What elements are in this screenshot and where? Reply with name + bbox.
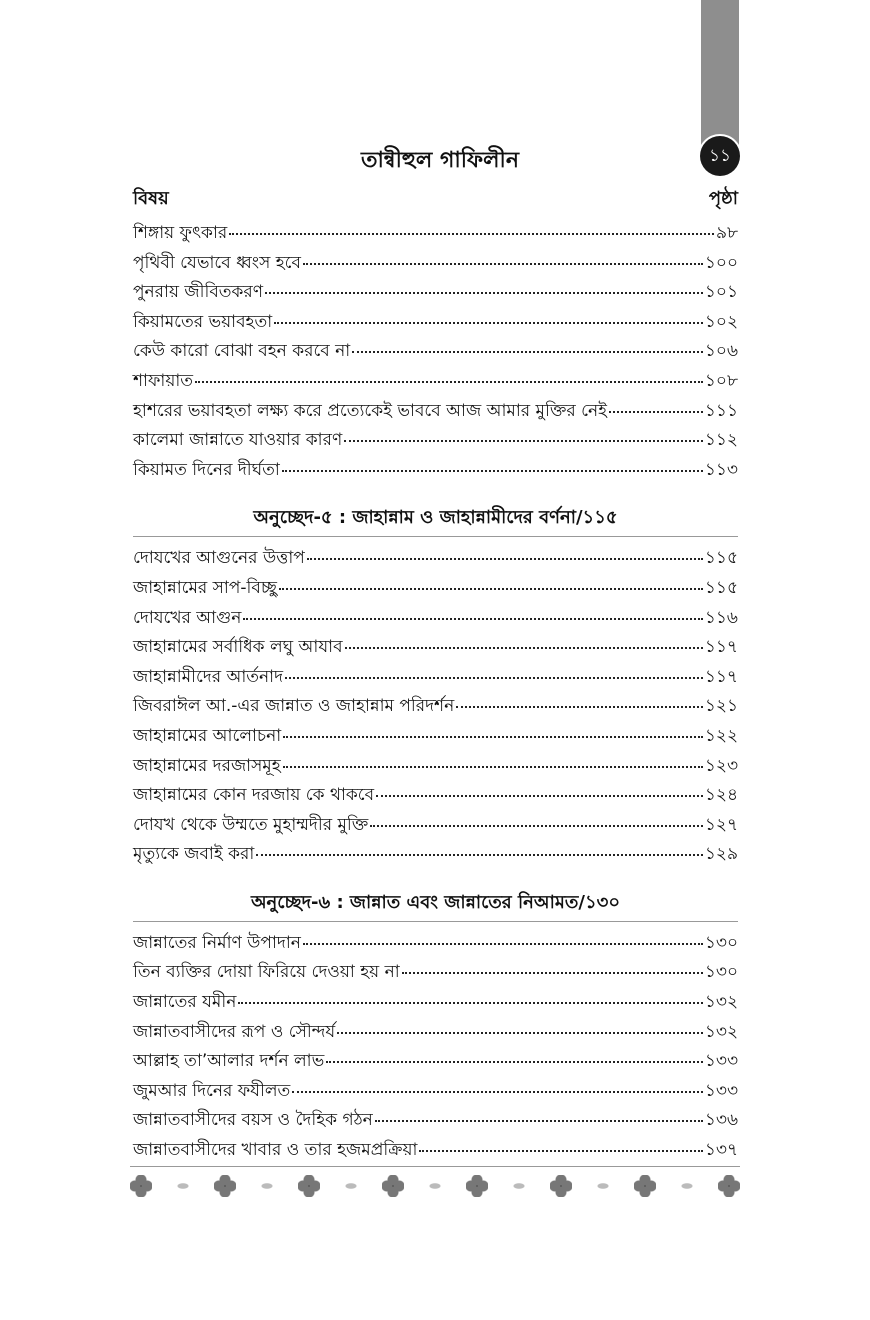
flower-icon (382, 1175, 404, 1197)
entry-page-number: ১১৫ (704, 577, 738, 598)
dot-leader (375, 1120, 703, 1122)
dot-leader (402, 972, 703, 974)
dot-leader (256, 854, 703, 856)
entry-page-number: ১০৬ (704, 341, 738, 362)
dot-leader (292, 1091, 703, 1093)
entry-title: জাহান্নামীদের আর্তনাদ (133, 666, 284, 687)
flower-icon (550, 1175, 572, 1197)
entry-page-number: ১১৩ (704, 459, 738, 480)
entry-title: জান্নাতের নির্মাণ উপাদান (133, 932, 301, 953)
toc-entry (133, 1048, 738, 1078)
dot-leader (282, 470, 703, 472)
entry-title: জাহান্নামের সর্বাধিক লঘু আযাব (133, 637, 343, 658)
sprig-icon (341, 1181, 361, 1191)
toc-section (133, 220, 738, 486)
flower-icon (718, 1175, 740, 1197)
sprig-icon (509, 1181, 529, 1191)
dot-leader (344, 440, 703, 442)
dot-leader (370, 825, 703, 827)
entry-page-number: ১০৮ (704, 370, 738, 391)
entry-page-number: ১১৭ (704, 637, 738, 658)
dot-leader (337, 1032, 703, 1034)
toc-entry (133, 723, 738, 753)
entry-title: শাফায়াত (133, 370, 194, 391)
entry-title: জান্নাতবাসীদের খাবার ও তার হজমপ্রক্রিয়া (133, 1140, 418, 1161)
entry-title: হাশরের ভয়াবহতা লক্ষ্য করে প্রত্যেকেই ভাববে আজ আমার মুক্তির নেই (133, 400, 607, 421)
entry-title: জান্নাতবাসীদের রূপ ও সৌন্দর্য (133, 1021, 336, 1042)
entry-title: জুমআর দিনের ফযীলত (133, 1080, 291, 1101)
flower-icon (466, 1175, 488, 1197)
toc-entry (133, 605, 738, 635)
entry-title: জাহান্নামের আলোচনা (133, 725, 282, 746)
entry-page-number: ১২৭ (704, 814, 738, 835)
toc-entry (133, 338, 738, 368)
dot-leader (274, 322, 703, 324)
dot-leader (419, 1150, 702, 1152)
entry-page-number: ১৩০ (704, 962, 738, 983)
dot-leader (195, 381, 703, 383)
dot-leader (326, 1061, 703, 1063)
toc-entry (133, 1019, 738, 1049)
flower-icon (634, 1175, 656, 1197)
entry-page-number: ১১৭ (704, 666, 738, 687)
entry-title: দোযখের আগুন (133, 607, 242, 628)
dot-leader (279, 588, 703, 590)
entry-title: কিয়ামতের ভয়াবহতা (133, 311, 273, 332)
dot-leader (376, 795, 703, 797)
dot-leader (609, 411, 703, 413)
entry-title: জাহান্নামের দরজাসমূহ (133, 755, 281, 776)
entry-page-number: ১৩৩ (704, 1080, 738, 1101)
entry-page-number: ১২৩ (704, 755, 738, 776)
entry-title: জাহান্নামের কোন দরজায় কে থাকবে (133, 785, 375, 806)
entry-page-number: ১৩২ (704, 992, 738, 1013)
page-number-badge: ১১ (700, 136, 740, 176)
entry-page-number: ১১৬ (704, 607, 738, 628)
dot-leader (229, 233, 714, 235)
entry-page-number: ১০১ (704, 282, 738, 303)
entry-title: শিঙ্গায় ফুৎকার (133, 223, 228, 243)
dot-leader (285, 677, 703, 679)
toc-entry (133, 250, 738, 280)
flower-icon (298, 1175, 320, 1197)
flower-icon (214, 1175, 236, 1197)
entry-page-number: ১৩৬ (704, 1110, 738, 1131)
sprig-icon (593, 1181, 613, 1191)
sprig-icon (425, 1181, 445, 1191)
table-of-contents (133, 220, 738, 1181)
sprig-icon (173, 1181, 193, 1191)
toc-entry (133, 1078, 738, 1108)
toc-entry (133, 279, 738, 309)
entry-title: জিবরাঈল আ.-এর জান্নাত ও জাহান্নাম পরিদর্শন (133, 696, 455, 717)
toc-entry (133, 398, 738, 428)
book-title: তান্বীহুল গাফিলীন (361, 147, 519, 173)
toc-section (133, 500, 738, 871)
toc-entry (133, 545, 738, 575)
entry-page-number: ১০২ (704, 311, 738, 332)
entry-title: কালেমা জান্নাতে যাওয়ার কারণ (133, 430, 343, 451)
dot-leader (243, 618, 703, 620)
entry-title: কেউ কারো বোঝা বহন করবে না (133, 341, 351, 362)
toc-entry (133, 1137, 738, 1167)
entry-title: মৃত্যুকে জবাই করা (133, 844, 255, 865)
toc-entry (133, 664, 738, 694)
entry-title: পৃথিবী যেভাবে ধ্বংস হবে (133, 252, 301, 273)
toc-entry (133, 841, 738, 871)
entry-page-number: ১৩৩ (704, 1051, 738, 1072)
dot-leader (283, 766, 703, 768)
entry-page-number: ৯৮ (715, 223, 738, 243)
entry-page-number: ১২৯ (704, 844, 738, 865)
dot-leader (345, 647, 703, 649)
dot-leader (265, 292, 703, 294)
dot-leader (283, 736, 703, 738)
toc-entry (133, 575, 738, 605)
entry-page-number: ১১৫ (704, 548, 738, 569)
toc-entry (133, 989, 738, 1019)
entry-title: জাহান্নামের সাপ-বিচ্ছু (133, 577, 277, 598)
entry-page-number: ১১১ (704, 400, 738, 421)
dot-leader (238, 1002, 703, 1004)
entry-page-number: ১২৪ (704, 785, 738, 806)
subject-column-heading: বিষয় (133, 188, 169, 209)
entry-title: পুনরায় জীবিতকরণ (133, 282, 264, 303)
dot-leader (456, 706, 703, 708)
toc-entry (133, 753, 738, 783)
sprig-icon (257, 1181, 277, 1191)
dot-leader (303, 943, 703, 945)
dot-leader (352, 351, 703, 353)
entry-page-number: ১৩০ (704, 932, 738, 953)
entry-title: কিয়ামত দিনের দীর্ঘতা (133, 459, 280, 480)
entry-title: জান্নাতবাসীদের বয়স ও দৈহিক গঠন (133, 1110, 373, 1131)
entry-title: জান্নাতের যমীন (133, 992, 237, 1013)
entry-title: তিন ব্যক্তির দোয়া ফিরিয়ে দেওয়া হয় না (133, 962, 400, 983)
entry-page-number: ১৩২ (704, 1021, 738, 1042)
footer-rule (130, 1166, 740, 1167)
toc-entry (133, 457, 738, 487)
page-column-heading: পৃষ্ঠা (708, 188, 738, 209)
entry-page-number: ১২১ (704, 696, 738, 717)
toc-entry (133, 1107, 738, 1137)
toc-entry (133, 693, 738, 723)
entry-page-number: ১২২ (704, 725, 738, 746)
dot-leader (307, 558, 703, 560)
entry-title: আল্লাহ তা’আলার দর্শন লাভ (133, 1051, 325, 1072)
toc-section (133, 885, 738, 1167)
dot-leader (303, 263, 703, 265)
page-tab-strip (701, 0, 739, 150)
section-heading: অনুচ্ছেদ-৫ : জাহান্নাম ও জাহান্নামীদের বর্ণনা/১১৫ (133, 500, 738, 537)
sprig-icon (677, 1181, 697, 1191)
entry-title: দোযখের আগুনের উত্তাপ (133, 548, 305, 569)
toc-entry (133, 930, 738, 960)
entry-page-number: ১১২ (704, 430, 738, 451)
toc-entry (133, 427, 738, 457)
floral-ornament-border (130, 1172, 740, 1200)
toc-entry (133, 782, 738, 812)
entry-title: দোযখ থেকে উম্মতে মুহাম্মদীর মুক্তি (133, 814, 369, 835)
toc-entry (133, 812, 738, 842)
flower-icon (130, 1175, 152, 1197)
toc-entry (133, 368, 738, 398)
entry-page-number: ১০০ (704, 252, 738, 273)
toc-entry (133, 309, 738, 339)
toc-entry (133, 959, 738, 989)
toc-entry (133, 634, 738, 664)
toc-entry (133, 220, 738, 250)
section-heading: অনুচ্ছেদ-৬ : জান্নাত এবং জান্নাতের নিআমত/১৩০ (133, 885, 738, 922)
entry-page-number: ১৩৭ (704, 1140, 738, 1161)
